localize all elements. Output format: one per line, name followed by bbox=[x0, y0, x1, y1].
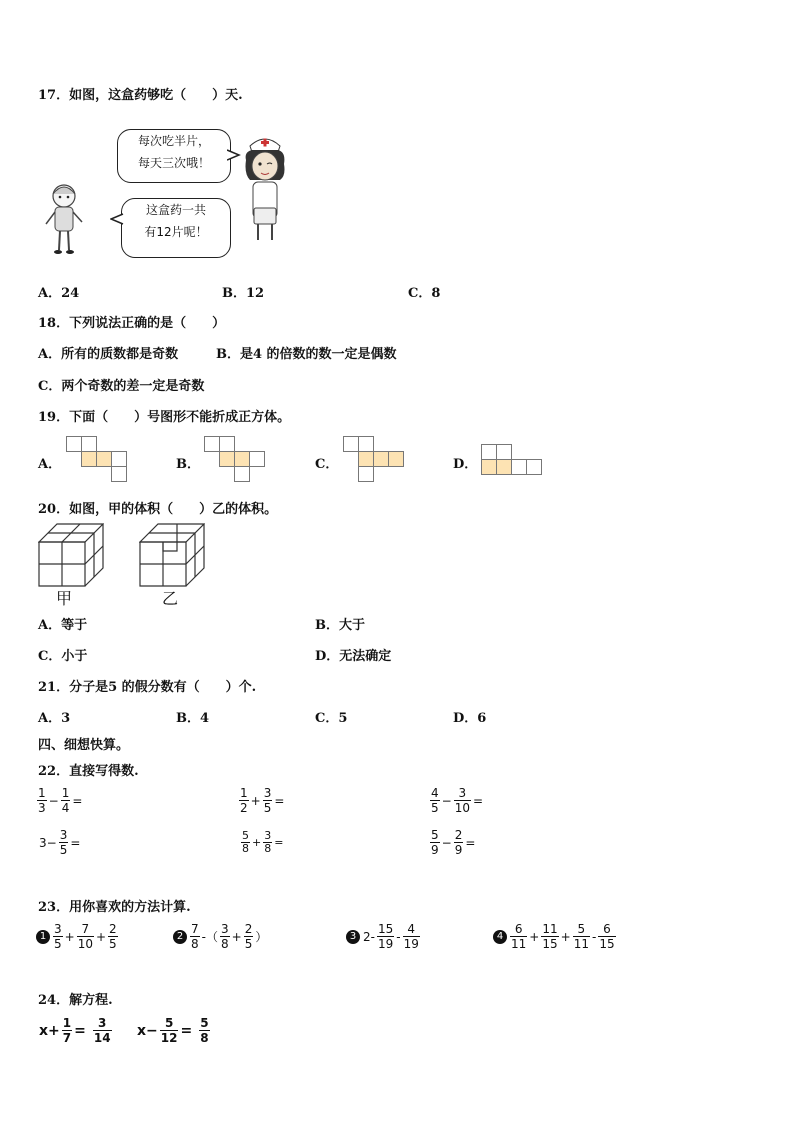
q19-label-d[interactable]: D． bbox=[453, 457, 478, 472]
q22-expr-6: $\frac{5}{9}$ − $\frac{2}{9}$ = bbox=[431, 828, 476, 857]
q23-expr-1: 1 $\frac{3}{5}$ + $\frac{7}{10}$ + $\frac{2}{5}$ bbox=[36, 922, 119, 951]
q24-equation-2: x− $\frac{5}{12}$ = $\frac{5}{8}$ bbox=[137, 1016, 209, 1045]
q23-mark-1: 1 bbox=[36, 930, 50, 944]
q22-expr-5: $\frac{5}{8}$ + $\frac{3}{8}$ = bbox=[242, 829, 284, 855]
q19-label-a[interactable]: A． bbox=[38, 457, 62, 472]
q21-option-c[interactable]: C．5 bbox=[315, 711, 348, 726]
cube-jia-figure bbox=[38, 523, 104, 587]
q22-expr-4: 3− $\frac{3}{5}$ = bbox=[39, 828, 81, 857]
q18-stem: 18．下列说法正确的是（ ） bbox=[38, 316, 226, 331]
kid-speech-bubble bbox=[121, 198, 231, 258]
kid-bubble-line-1: 这盒药一共 bbox=[145, 203, 206, 217]
child-illustration bbox=[40, 180, 88, 260]
nurse-illustration bbox=[236, 134, 294, 246]
q23-mark-2: 2 bbox=[173, 930, 187, 944]
nurse-speech-bubble bbox=[117, 129, 231, 183]
q21-option-d[interactable]: D．6 bbox=[453, 711, 487, 726]
net-c-figure bbox=[343, 436, 407, 484]
q17-option-a[interactable]: A．24 bbox=[38, 286, 80, 301]
q24-stem: 24．解方程. bbox=[38, 993, 113, 1008]
q22-expr-1: $\frac{1}{3}$ − $\frac{1}{4}$ = bbox=[38, 786, 83, 815]
q18-option-a[interactable]: A．所有的质数都是奇数 bbox=[38, 347, 179, 362]
label-yi: 乙 bbox=[162, 589, 179, 608]
q20-option-d[interactable]: D．无法确定 bbox=[315, 649, 392, 664]
q22-stem: 22．直接写得数. bbox=[38, 764, 139, 779]
q20-option-a[interactable]: A．等于 bbox=[38, 618, 88, 633]
q19-stem: 19．下面（ ）号图形不能折成正方体。 bbox=[38, 410, 291, 425]
net-d-figure bbox=[481, 444, 545, 478]
q18-option-b[interactable]: B．是4 的倍数的数一定是偶数 bbox=[216, 347, 397, 362]
q23-expr-3: 3 2- $\frac{15}{19}$ - $\frac{4}{19}$ bbox=[346, 922, 421, 951]
q23-stem: 23．用你喜欢的方法计算. bbox=[38, 900, 191, 915]
q24-equation-1: x+ $\frac{1}{7}$ = $\frac{3}{14}$ bbox=[39, 1016, 111, 1045]
q22-expr-3: $\frac{4}{5}$ − $\frac{3}{10}$ = bbox=[431, 786, 484, 815]
q17-option-c[interactable]: C．8 bbox=[408, 286, 441, 301]
kid-bubble-tail bbox=[110, 212, 124, 226]
net-a-figure bbox=[66, 436, 130, 484]
q18-option-c[interactable]: C．两个奇数的差一定是奇数 bbox=[38, 379, 205, 394]
kid-bubble-line-2: 有12片呢！ bbox=[144, 225, 208, 239]
q21-option-b[interactable]: B．4 bbox=[176, 711, 210, 726]
nurse-bubble-line-1: 每次吃半片， bbox=[137, 134, 210, 148]
nurse-bubble-tail bbox=[227, 148, 241, 162]
q23-expr-2: 2 $\frac{7}{8}$ -（ $\frac{3}{8}$ + $\frac{2}{5}$ ） bbox=[173, 922, 268, 951]
q19-label-c[interactable]: C． bbox=[315, 457, 339, 472]
q17-stem: 17．如图，这盒药够吃（ ）天. bbox=[38, 88, 243, 103]
q20-option-c[interactable]: C．小于 bbox=[38, 649, 88, 664]
label-jia: 甲 bbox=[56, 589, 73, 608]
q23-mark-3: 3 bbox=[346, 930, 360, 944]
q21-stem: 21．分子是5 的假分数有（ ）个. bbox=[38, 680, 257, 695]
section-4-heading: 四、细想快算。 bbox=[38, 738, 130, 753]
q23-mark-4: 4 bbox=[493, 930, 507, 944]
q23-expr-4: 4 $\frac{6}{11}$ + $\frac{11}{15}$ + $\frac{5}{11}$ - $\frac{6}{15}$ bbox=[493, 922, 617, 951]
cube-yi-figure bbox=[139, 523, 205, 587]
nurse-bubble-line-2: 每天三次哦！ bbox=[137, 156, 210, 170]
q19-label-b[interactable]: B． bbox=[176, 457, 200, 472]
q17-option-b[interactable]: B．12 bbox=[222, 286, 265, 301]
q20-stem: 20．如图，甲的体积（ ）乙的体积。 bbox=[38, 502, 278, 517]
q22-expr-2: $\frac{1}{2}$ + $\frac{3}{5}$ = bbox=[240, 786, 285, 815]
q21-option-a[interactable]: A．3 bbox=[38, 711, 71, 726]
q20-option-b[interactable]: B．大于 bbox=[315, 618, 365, 633]
net-b-figure bbox=[204, 436, 268, 484]
